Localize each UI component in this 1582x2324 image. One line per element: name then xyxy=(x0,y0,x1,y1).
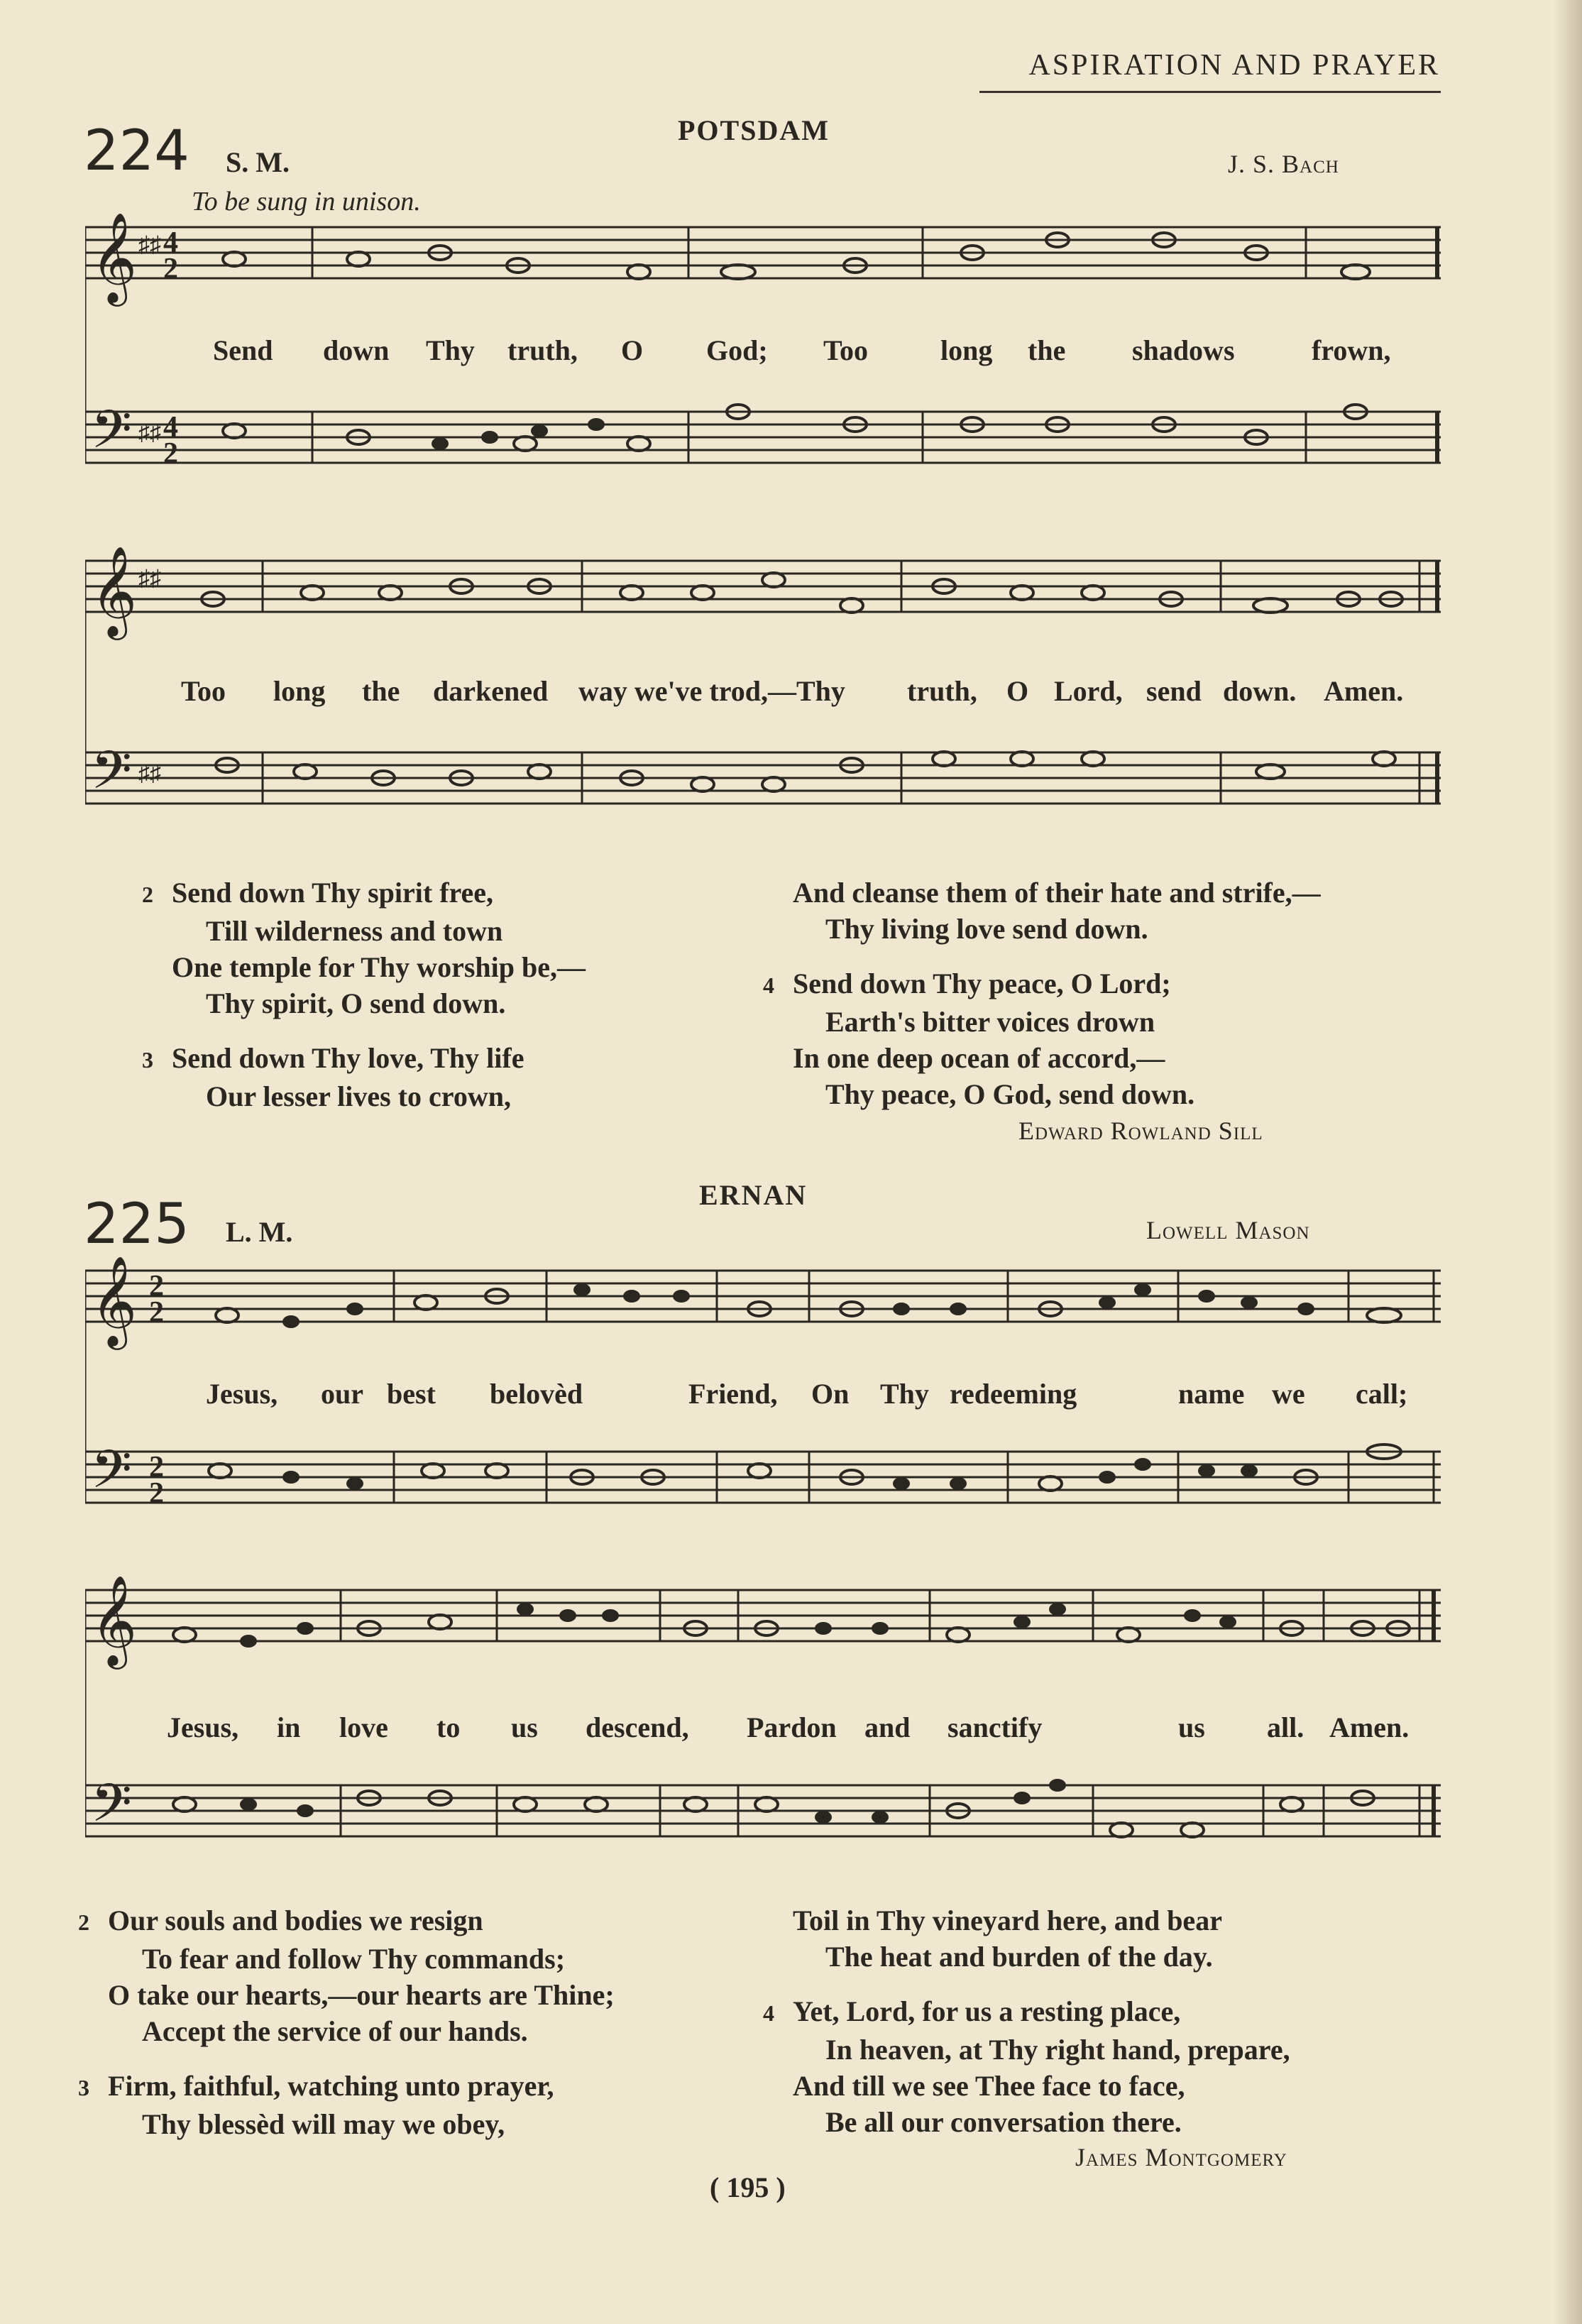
verse-line: And cleanse them of their hate and strife,— xyxy=(793,877,1321,909)
svg-text:𝄢: 𝄢 xyxy=(91,1775,132,1846)
lyric-syllable: down. xyxy=(1223,675,1297,707)
hymn-meter: L. M. xyxy=(226,1216,293,1248)
verse-line: Thy blessèd will may we obey, xyxy=(142,2108,505,2140)
stanza xyxy=(78,2068,615,2142)
page-edge-shadow xyxy=(1554,0,1582,2324)
stanza xyxy=(142,1040,586,1114)
stanza xyxy=(78,1902,615,2049)
lyric-syllable: redeeming xyxy=(950,1378,1077,1410)
verse-line: Till wilderness and town xyxy=(206,915,503,947)
lyric-syllable: and xyxy=(864,1711,911,1743)
verse-line: Earth's bitter voices drown xyxy=(825,1006,1155,1038)
lyric-syllable: On xyxy=(811,1378,850,1410)
hymn-meter: S. M. xyxy=(226,146,290,178)
lyric-syllable: Amen. xyxy=(1324,675,1404,707)
svg-text:𝄢: 𝄢 xyxy=(91,742,132,813)
music-staves xyxy=(85,547,1441,873)
verse-line: Thy spirit, O send down. xyxy=(206,987,506,1019)
section-title: ASPIRATION AND PRAYER xyxy=(1028,49,1440,82)
lyric-syllable: Thy xyxy=(880,1378,929,1410)
verse-line: O take our hearts,—our hearts are Thine; xyxy=(108,1979,615,2011)
verse-line: In one deep ocean of accord,— xyxy=(793,1042,1165,1074)
lyric-syllable: Friend, xyxy=(688,1378,778,1410)
stanza xyxy=(763,875,1321,947)
lyric-syllable: way we've trod,—Thy xyxy=(578,675,845,707)
verse-line: And till we see Thee face to face, xyxy=(793,2070,1185,2102)
svg-text:𝄞: 𝄞 xyxy=(91,1577,138,1664)
hymn-number: 225 xyxy=(84,1193,189,1256)
verse-line: Toil in Thy vineyard here, and bear xyxy=(793,1904,1222,1936)
svg-text:2: 2 xyxy=(149,1477,164,1510)
lyric-syllable: Thy xyxy=(426,334,475,366)
lyric-syllable: long xyxy=(273,675,326,707)
svg-text:2: 2 xyxy=(149,1451,164,1484)
verse-line: The heat and burden of the day. xyxy=(825,1941,1213,1973)
lyric-syllable: descend, xyxy=(586,1711,689,1743)
verse-line: To fear and follow Thy commands; xyxy=(142,1943,566,1975)
stanza xyxy=(142,875,586,1021)
lyric-syllable: to xyxy=(436,1711,461,1743)
tune-name: ERNAN xyxy=(699,1179,808,1211)
header-rule xyxy=(979,91,1441,93)
lyric-syllable: O xyxy=(621,334,644,366)
svg-text:𝄞: 𝄞 xyxy=(91,548,138,635)
author: James Montgomery xyxy=(1075,2143,1287,2171)
stanza-number: 2 xyxy=(78,1909,89,1935)
verses-right-column xyxy=(763,875,1321,1131)
svg-text:♯♯: ♯♯ xyxy=(138,565,161,591)
lyric-syllable: call; xyxy=(1356,1378,1408,1410)
svg-text:𝄢: 𝄢 xyxy=(91,402,132,472)
svg-text:4: 4 xyxy=(163,226,178,259)
verse-line: Yet, Lord, for us a resting place, xyxy=(793,1995,1181,2027)
lyric-syllable: Too xyxy=(823,334,869,366)
composer: Lowell Mason xyxy=(1146,1216,1310,1244)
verse-line: Firm, faithful, watching unto prayer, xyxy=(108,2070,554,2102)
lyric-syllable: O xyxy=(1006,675,1029,707)
lyric-syllable: belovèd xyxy=(490,1378,583,1410)
lyric-syllable: love xyxy=(339,1711,388,1743)
lyric-syllable: darkened xyxy=(433,675,549,707)
lyric-syllable: Jesus, xyxy=(167,1711,239,1743)
verse-line: Send down Thy love, Thy life xyxy=(172,1042,524,1074)
performance-direction: To be sung in unison. xyxy=(192,187,421,216)
lyric-syllable: Jesus, xyxy=(206,1378,278,1410)
tune-name: POTSDAM xyxy=(678,114,830,146)
stanza xyxy=(763,1993,1290,2140)
lyric-syllable: Lord, xyxy=(1054,675,1123,707)
svg-text:𝄞: 𝄞 xyxy=(91,1258,138,1344)
lyric-syllable: us xyxy=(1178,1711,1205,1743)
svg-text:4: 4 xyxy=(163,411,178,444)
lyric-syllable: Send xyxy=(213,334,273,366)
svg-text:𝄢: 𝄢 xyxy=(91,1442,132,1512)
svg-text:2: 2 xyxy=(149,1270,164,1303)
stanza xyxy=(763,1902,1290,1975)
svg-text:2: 2 xyxy=(149,1296,164,1329)
svg-text:2: 2 xyxy=(163,253,178,285)
lyric-syllable: God; xyxy=(706,334,768,366)
lyric-syllable: sanctify xyxy=(947,1711,1043,1743)
svg-text:♯♯: ♯♯ xyxy=(138,231,161,257)
hymn-number: 224 xyxy=(84,119,189,183)
composer: J. S. Bach xyxy=(1228,150,1339,178)
lyric-syllable: Pardon xyxy=(747,1711,837,1743)
lyric-syllable: truth, xyxy=(907,675,977,707)
lyric-syllable: the xyxy=(1028,334,1066,366)
verse-line: Be all our conversation there. xyxy=(825,2106,1182,2138)
verse-line: Thy living love send down. xyxy=(825,913,1148,945)
svg-text:𝄞: 𝄞 xyxy=(91,214,138,301)
verse-line: Accept the service of our hands. xyxy=(142,2015,528,2047)
lyric-syllable: the xyxy=(362,675,400,707)
lyric-syllable: name xyxy=(1178,1378,1245,1410)
music-system xyxy=(85,213,1441,539)
page-number: ( 195 ) xyxy=(710,2171,786,2203)
stanza-number: 3 xyxy=(78,2075,89,2100)
verse-line: Thy peace, O God, send down. xyxy=(825,1078,1195,1110)
lyric-syllable: send xyxy=(1146,675,1202,707)
verses-right-column xyxy=(763,1902,1290,2159)
verse-line: Our souls and bodies we resign xyxy=(108,1904,483,1936)
verse-line: Send down Thy peace, O Lord; xyxy=(793,968,1171,999)
verse-line: Our lesser lives to crown, xyxy=(206,1080,511,1112)
lyric-syllable: our xyxy=(321,1378,363,1410)
verse-line: In heaven, at Thy right hand, prepare, xyxy=(825,2034,1290,2066)
verses-left-column xyxy=(78,1902,615,2161)
music-staves xyxy=(85,1256,1441,1569)
music-staves xyxy=(85,213,1441,539)
verses-left-column xyxy=(142,875,586,1133)
lyric-syllable: Amen. xyxy=(1329,1711,1410,1743)
lyric-syllable: down xyxy=(323,334,390,366)
lyric-syllable: we xyxy=(1272,1378,1305,1410)
stanza xyxy=(763,965,1321,1112)
svg-text:2: 2 xyxy=(163,437,178,470)
lyric-syllable: all. xyxy=(1267,1711,1304,1743)
lyric-syllable: best xyxy=(387,1378,436,1410)
verse-line: One temple for Thy worship be,— xyxy=(172,951,586,983)
lyric-syllable: shadows xyxy=(1132,334,1235,366)
music-system xyxy=(85,547,1441,873)
lyric-syllable: Too xyxy=(181,675,226,707)
stanza-number: 2 xyxy=(142,882,153,907)
music-system xyxy=(85,1256,1441,1569)
lyric-syllable: truth, xyxy=(507,334,578,366)
stanza-number: 4 xyxy=(763,972,774,998)
stanza-number: 3 xyxy=(142,1047,153,1073)
lyric-syllable: frown, xyxy=(1312,334,1391,366)
lyric-syllable: us xyxy=(511,1711,538,1743)
svg-text:♯♯: ♯♯ xyxy=(138,420,161,445)
author: Edward Rowland Sill xyxy=(1018,1117,1263,1145)
lyric-syllable: long xyxy=(940,334,993,366)
svg-text:♯♯: ♯♯ xyxy=(138,760,161,786)
lyric-syllable: in xyxy=(277,1711,301,1743)
stanza-number: 4 xyxy=(763,2000,774,2026)
verse-line: Send down Thy spirit free, xyxy=(172,877,494,909)
